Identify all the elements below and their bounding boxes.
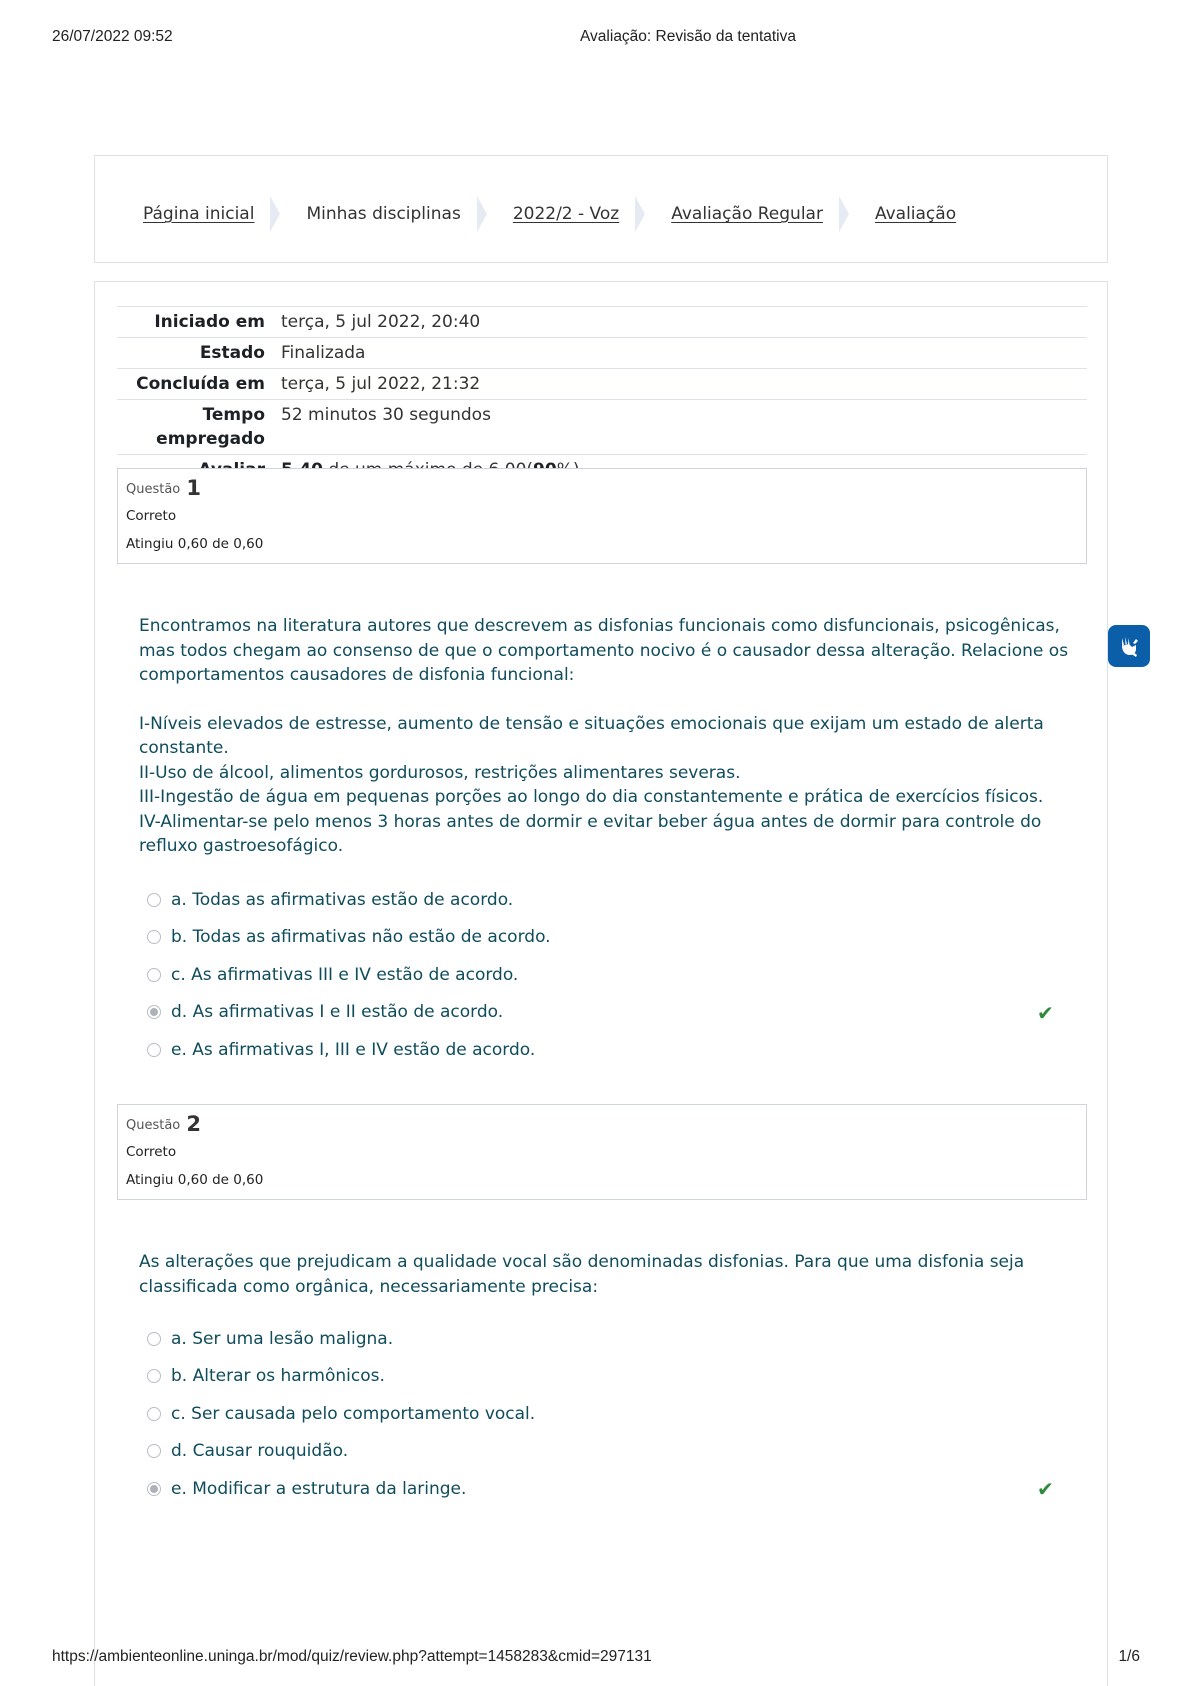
print-header <box>52 28 1140 48</box>
answer-radio[interactable] <box>147 930 161 944</box>
summary-value: Finalizada <box>281 343 366 363</box>
question-statement: IV-Alimentar-se pelo menos 3 horas antes de dormir e evitar beber água antes de dormir para controle do refluxo gastroesofágico. <box>139 811 1042 856</box>
answer-label: e. Modificar a estrutura da laringe. <box>171 1478 467 1499</box>
answer-option-selected[interactable] <box>147 994 1077 1032</box>
answer-radio[interactable] <box>147 1444 161 1458</box>
answer-option[interactable] <box>147 1358 1077 1396</box>
summary-label: Concluída em <box>136 374 265 394</box>
question-number-value: 1 <box>186 476 202 500</box>
question-info-1 <box>117 468 1087 564</box>
breadcrumb-item-course[interactable] <box>513 196 671 232</box>
breadcrumb-separator <box>270 196 280 232</box>
breadcrumb-link-section[interactable]: Avaliação Regular <box>671 204 823 224</box>
answer-option[interactable] <box>147 1433 1077 1471</box>
breadcrumb-container <box>94 155 1108 263</box>
answer-radio-checked[interactable] <box>147 1005 161 1019</box>
print-datetime: 26/07/2022 09:52 <box>52 28 173 45</box>
question-grade: Atingiu 0,60 de 0,60 <box>126 536 264 552</box>
question-info-2 <box>117 1104 1087 1200</box>
breadcrumb-item-quiz[interactable] <box>875 204 956 224</box>
answer-list-2 <box>147 1320 1077 1508</box>
answer-label: c. As afirmativas III e IV estão de acordo. <box>171 964 519 985</box>
answer-radio[interactable] <box>147 893 161 907</box>
summary-label-line: empregado <box>156 429 265 449</box>
print-page-number: 1/6 <box>1118 1648 1140 1665</box>
answer-label: a. Todas as afirmativas estão de acordo. <box>171 889 514 910</box>
attempt-summary-table <box>117 306 1087 485</box>
answer-label: c. Ser causada pelo comportamento vocal. <box>171 1403 536 1424</box>
answer-radio[interactable] <box>147 1043 161 1057</box>
question-number <box>126 477 1078 501</box>
answer-label: e. As afirmativas I, III e IV estão de acordo. <box>171 1039 536 1060</box>
answer-radio[interactable] <box>147 1332 161 1346</box>
answer-option[interactable] <box>147 1031 1077 1069</box>
answer-option[interactable] <box>147 956 1077 994</box>
answer-option-selected[interactable] <box>147 1470 1077 1508</box>
summary-row-time <box>117 400 1087 455</box>
sign-language-accessibility-button[interactable] <box>1108 625 1150 667</box>
summary-value: terça, 5 jul 2022, 20:40 <box>281 312 481 332</box>
print-url: https://ambienteonline.uninga.br/mod/quiz/review.php?attempt=1458283&cmid=297131 <box>52 1648 652 1665</box>
question-state: Correto <box>126 508 177 524</box>
question-number <box>126 1113 1078 1137</box>
answer-radio[interactable] <box>147 1407 161 1421</box>
summary-value: terça, 5 jul 2022, 21:32 <box>281 374 481 394</box>
answer-label: b. Todas as afirmativas não estão de acordo. <box>171 927 551 948</box>
answer-option[interactable] <box>147 919 1077 957</box>
answer-option[interactable] <box>147 881 1077 919</box>
answer-option[interactable] <box>147 1395 1077 1433</box>
question-statement: I-Níveis elevados de estresse, aumento de tensão e situações emocionais que exijam um estado de alerta constante. <box>139 713 1044 758</box>
summary-label: Iniciado em <box>154 312 265 332</box>
question-number-value: 2 <box>186 1112 202 1136</box>
answer-label: d. As afirmativas I e II estão de acordo. <box>171 1002 504 1023</box>
question-grade: Atingiu 0,60 de 0,60 <box>126 1172 264 1188</box>
answer-list-1 <box>147 881 1077 1069</box>
answer-label: d. Causar rouquidão. <box>171 1441 349 1462</box>
breadcrumb-link-quiz[interactable]: Avaliação <box>874 204 957 224</box>
summary-label <box>117 400 281 455</box>
breadcrumb-item-my-courses <box>306 196 512 232</box>
breadcrumb-separator <box>477 196 487 232</box>
question-text-1 <box>139 614 1079 859</box>
summary-value: 52 minutos 30 segundos <box>281 405 491 425</box>
breadcrumb-separator <box>635 196 645 232</box>
answer-radio[interactable] <box>147 1369 161 1383</box>
breadcrumb-item-section[interactable] <box>671 196 875 232</box>
question-intro: As alterações que prejudicam a qualidade vocal são denominadas disfonias. Para que uma disfonia seja classificada como orgânica, necessariamente precisa: <box>139 1252 1025 1297</box>
summary-label: Estado <box>199 343 265 363</box>
question-statement: III-Ingestão de água em pequenas porções ao longo do dia constantemente e prática de exercícios físicos. <box>139 787 1044 807</box>
breadcrumb-text-my-courses: Minhas disciplinas <box>306 204 461 224</box>
breadcrumb-separator <box>839 196 849 232</box>
check-icon: ✔ <box>1037 1000 1054 1025</box>
answer-label: a. Ser uma lesão maligna. <box>171 1328 394 1349</box>
summary-row-state <box>117 338 1087 369</box>
breadcrumb-link-course[interactable]: 2022/2 - Voz <box>512 204 620 224</box>
summary-label-line: Tempo <box>202 405 265 425</box>
question-text-2 <box>139 1250 1079 1299</box>
answer-radio[interactable] <box>147 968 161 982</box>
check-icon: ✔ <box>1037 1477 1054 1501</box>
sign-language-hands-icon <box>1116 633 1142 659</box>
answer-option[interactable] <box>147 1320 1077 1358</box>
answer-label: b. Alterar os harmônicos. <box>171 1366 385 1387</box>
summary-row-completed <box>117 369 1087 400</box>
print-footer <box>52 1648 1140 1668</box>
print-page-title: Avaliação: Revisão da tentativa <box>580 28 796 45</box>
question-intro: Encontramos na literatura autores que descrevem as disfonias funcionais como disfuncionais, psicogênicas, mas todos chegam ao consenso de que o comportamento nocivo é o causador dessa alteração. Relacione os comportamentos causadores de disfonia funcional: <box>139 616 1069 685</box>
breadcrumb <box>143 196 956 232</box>
quiz-review-panel <box>94 281 1108 1686</box>
breadcrumb-link-home[interactable]: Página inicial <box>143 204 255 224</box>
question-statement: II-Uso de álcool, alimentos gordurosos, restrições alimentares severas. <box>139 762 741 783</box>
answer-radio-checked[interactable] <box>147 1482 161 1496</box>
summary-row-started <box>117 307 1087 338</box>
question-label: Questão <box>126 1118 181 1133</box>
question-label: Questão <box>126 482 181 497</box>
breadcrumb-item-home[interactable] <box>143 196 306 232</box>
question-state: Correto <box>126 1144 177 1160</box>
